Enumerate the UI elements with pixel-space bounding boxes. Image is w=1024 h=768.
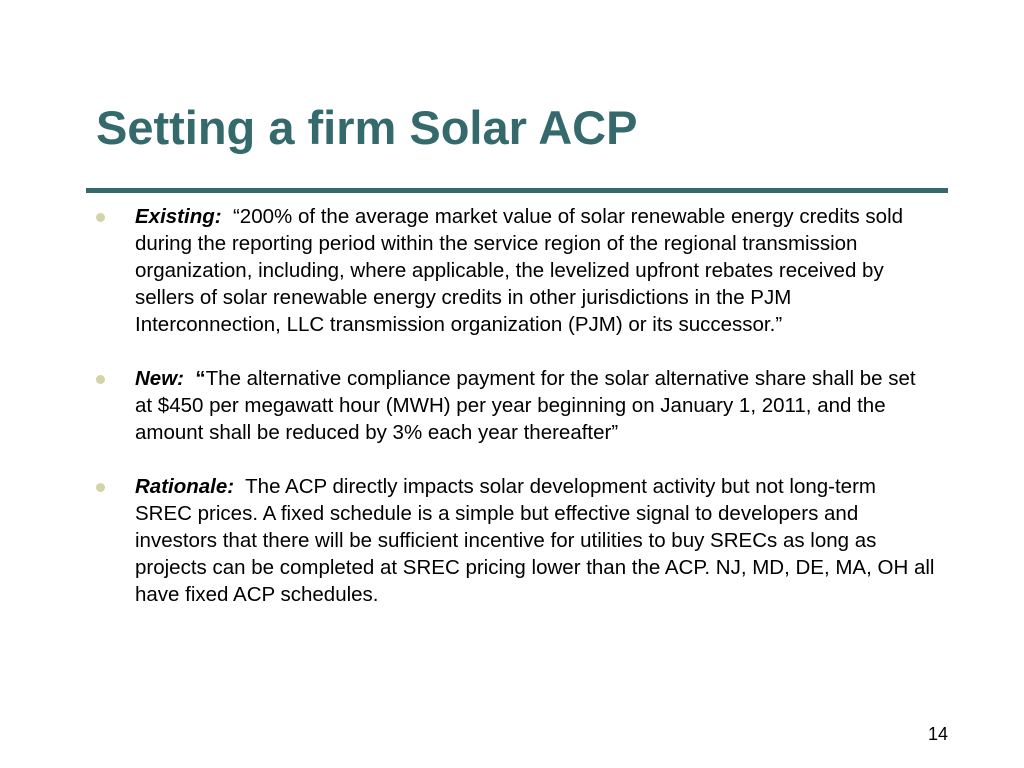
page-number: 14 [927,724,948,744]
bullet-lead: New: [135,367,184,390]
bullet-dot-icon [96,483,105,492]
bullet-lead: Existing: [135,205,222,228]
bullet-new [96,365,936,446]
bullet-dot-icon [96,375,105,384]
bullet-existing [96,203,936,338]
bullet-rationale [96,473,936,608]
bullet-text: “200% of the average market value of solar renewable energy credits sold during the reporting period within the service region of the regional transmission organization, including, where applicable, the levelized upfront rebates received by sellers of solar renewable energy credits in other jurisdictions in the PJM Interconnection, LLC transmission organization (PJM) or its successor.” [135,205,904,336]
bullet-dot-icon [96,213,105,222]
bullet-list [96,203,936,608]
bullet-text: The alternative compliance payment for the solar alternative share shall be set at $450 per megawatt hour (MWH) per year beginning on January 1, 2011, and the amount shall be reduced by 3% each year thereafter” [135,367,916,444]
title-divider [86,188,948,193]
bullet-open-quote: “ [195,367,206,390]
slide-title: Setting a firm Solar ACP [96,101,638,154]
bullet-lead: Rationale: [135,475,235,498]
bullet-text: The ACP directly impacts solar development activity but not long-term SREC prices. A fixed schedule is a simple but effective signal to developers and investors that there will be sufficient incentive for utilities to buy SRECs as long as projects can be completed at SREC pricing lower than the ACP. NJ, MD, DE, MA, OH all have fixed ACP schedules. [135,475,935,606]
